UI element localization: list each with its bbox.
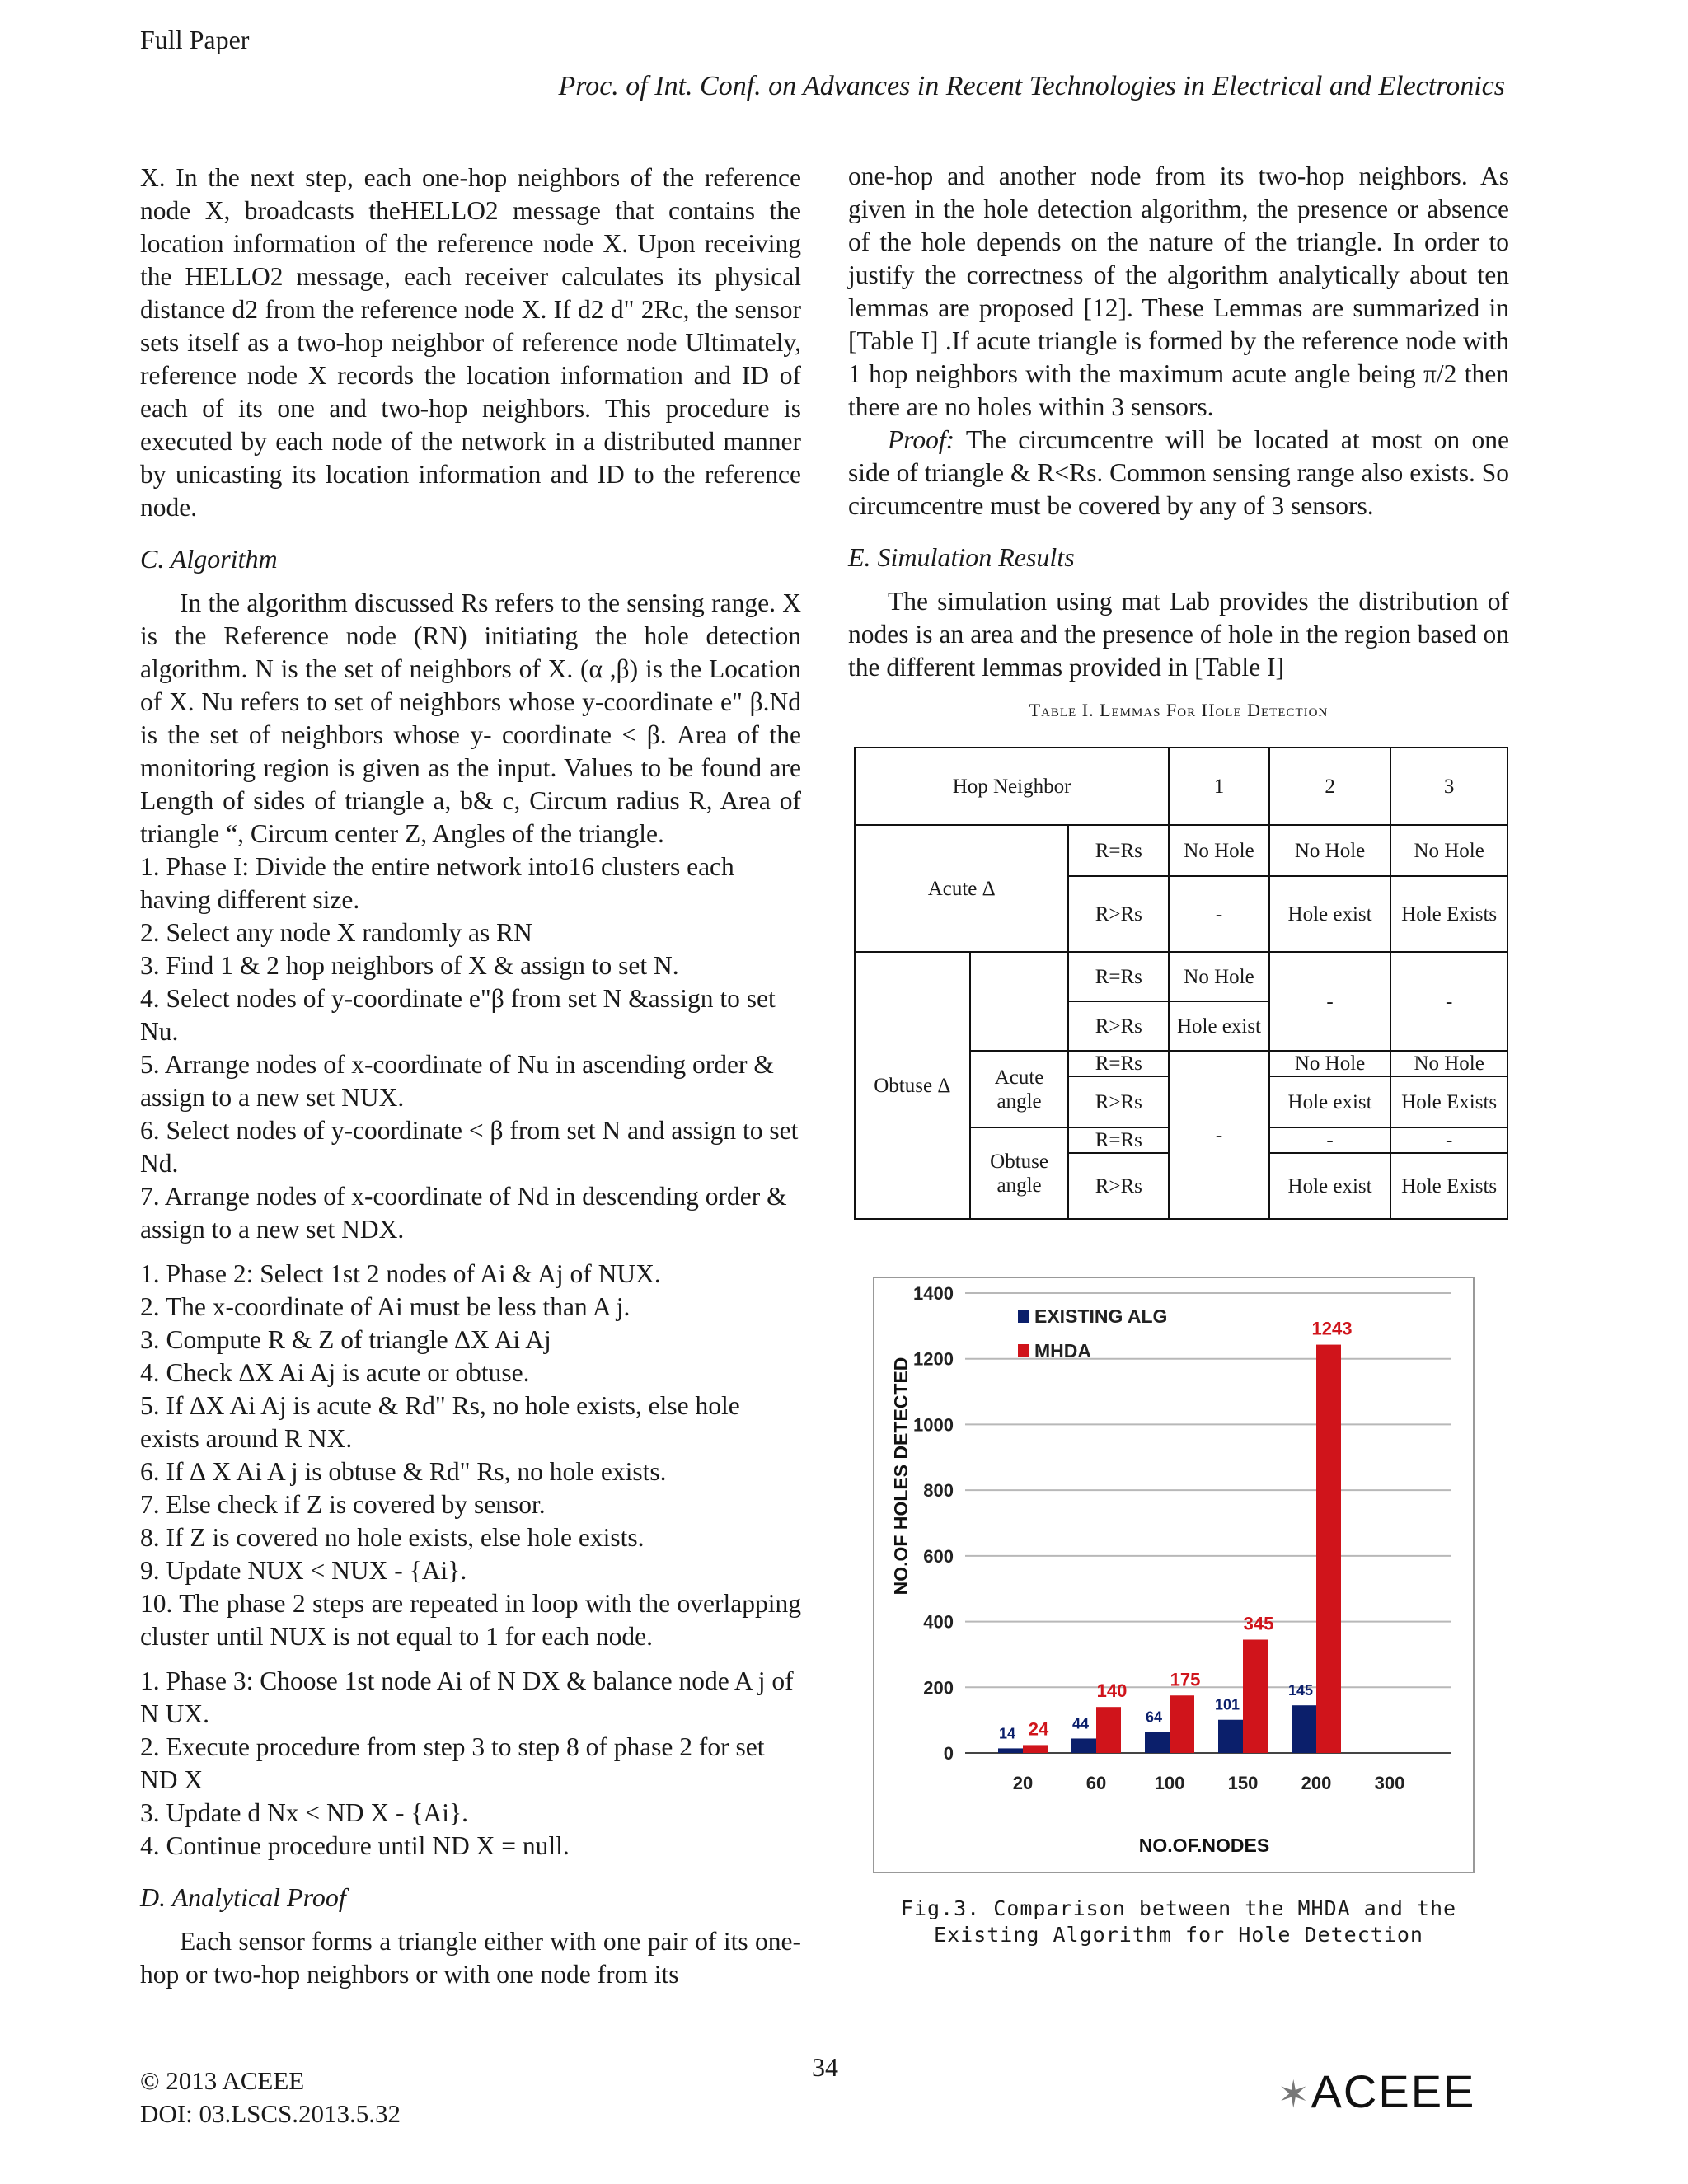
phase1-list — [140, 851, 801, 1246]
x-tick-label: 20 — [1012, 1773, 1034, 1793]
data-label: 44 — [1071, 1715, 1090, 1732]
proof-text: The circumcentre will be located at most on one side of triangle & R<Rs. Common sensing range also exists. So circumcentre must be covered by any of 3 sensors. — [848, 425, 1509, 520]
phase3-list — [140, 1665, 801, 1863]
table-cell: R=Rs — [1068, 1051, 1169, 1076]
table-header-cell: 3 — [1390, 748, 1507, 825]
list-item: 3. Compute R & Z of triangle ∆X Ai Aj — [140, 1325, 551, 1354]
section-heading-simulation: E. Simulation Results — [848, 542, 1075, 572]
figure-caption: Fig.3. Comparison between the MHDA and the Existing Algorithm for Hole Detection — [900, 1896, 1457, 1947]
list-item: 5. If ∆X Ai Aj is acute & Rd" Rs, no hole exists, else hole exists around R NX. — [140, 1391, 740, 1453]
proof-intro-paragraph: Each sensor forms a triangle either with one pair of its one-hop or two-hop neighbors or with one node from its — [140, 1927, 801, 1989]
publisher-logo — [1278, 2064, 1475, 2118]
table-cell: - — [1169, 876, 1269, 952]
x-tick-label: 100 — [1154, 1773, 1185, 1793]
data-label: 24 — [1028, 1718, 1049, 1740]
list-item: 1. Phase 3: Choose 1st node Ai of N DX & balance node A j of N UX. — [140, 1666, 794, 1728]
table-cell: Hole Exists — [1390, 1076, 1507, 1127]
table-cell: Hole exist — [1269, 1153, 1391, 1219]
table-cell: R=Rs — [1068, 952, 1169, 1001]
x-tick-label: 60 — [1085, 1773, 1107, 1793]
page-number: 34 — [812, 2052, 838, 2082]
table-cell: R>Rs — [1068, 876, 1169, 952]
intro-paragraph: X. In the next step, each one-hop neighbors of the reference node X, broadcasts theHELLO2 message that contains the location information of the reference node X. Upon receiving the HELLO2 message, each receiver calculates its physical distance d2 from the reference node X. If d2 d" 2Rc, the sensor sets itself as a two-hop neighbor of reference node Ultimately, reference node X records the location information and ID of each of its one and two-hop neighbors. This procedure is executed by each node of the network in a distributed manner by unicasting its location information and ID to the reference node. — [140, 163, 801, 522]
bar-existing — [1071, 1738, 1096, 1753]
running-header-right: Proc. of Int. Conf. on Advances in Recent Technologies in Electrical and Electronics — [558, 71, 1505, 101]
x-tick-label: 200 — [1301, 1773, 1332, 1793]
list-item: 10. The phase 2 steps are repeated in loop with the overlapping cluster until NUX is not equal to 1 for each node. — [140, 1589, 801, 1651]
table-cell: R=Rs — [1068, 1127, 1169, 1153]
list-item: 7. Arrange nodes of x-coordinate of Nd in descending order & assign to a new set NDX. — [140, 1182, 787, 1244]
table-cell: R>Rs — [1068, 1153, 1169, 1219]
data-label: 175 — [1170, 1669, 1201, 1690]
legend-swatch — [1018, 1344, 1029, 1357]
y-axis-label: NO.OF HOLES DETECTED — [890, 1357, 912, 1596]
bar-mhda — [1243, 1639, 1268, 1753]
bar-mhda — [1096, 1707, 1121, 1753]
list-item: 8. If Z is covered no hole exists, else hole exists. — [140, 1523, 645, 1552]
table-cell: No Hole — [1269, 825, 1391, 876]
list-item: 7. Else check if Z is covered by sensor. — [140, 1490, 546, 1519]
bar-existing — [998, 1748, 1023, 1753]
bar-existing — [1218, 1720, 1243, 1753]
x-axis-label: NO.OF.NODES — [1138, 1835, 1270, 1856]
data-label: 1243 — [1311, 1318, 1353, 1339]
table-header-cell: 1 — [1169, 748, 1269, 825]
data-label: 14 — [998, 1725, 1016, 1742]
list-item: 6. Select nodes of y-coordinate < β from set N and assign to set Nd. — [140, 1116, 799, 1178]
legend-label: MHDA — [1034, 1340, 1091, 1361]
list-item: 2. Select any node X randomly as RN — [140, 918, 532, 947]
list-item: 6. If ∆ X Ai A j is obtuse & Rd" Rs, no hole exists. — [140, 1457, 667, 1486]
table-cell: Hole Exists — [1390, 876, 1507, 952]
section-heading-algorithm: C. Algorithm — [140, 544, 278, 574]
x-tick-label: 300 — [1374, 1773, 1405, 1793]
table-cell: - — [1390, 1127, 1507, 1153]
section-heading-analytical-proof: D. Analytical Proof — [140, 1882, 346, 1912]
table-cell: Obtuse Δ — [855, 952, 970, 1219]
data-label: 64 — [1145, 1708, 1163, 1726]
legend-label: EXISTING ALG — [1034, 1305, 1168, 1327]
table-cell — [970, 952, 1069, 1051]
list-item: 9. Update NUX < NUX - {Ai}. — [140, 1556, 467, 1585]
list-item: 2. Execute procedure from step 3 to step 8 of phase 2 for set ND X — [140, 1732, 765, 1794]
doi: DOI: 03.LSCS.2013.5.32 — [140, 2099, 401, 2128]
table-cell: No Hole — [1169, 952, 1269, 1001]
data-label: 145 — [1287, 1682, 1314, 1699]
table-header-cell: Hop Neighbor — [855, 748, 1169, 825]
holes-detected-chart-frame — [873, 1277, 1475, 1873]
y-tick-label: 400 — [923, 1611, 954, 1633]
list-item: 3. Update d Nx < ND X - {Ai}. — [140, 1798, 468, 1827]
table-cell: Hole Exists — [1390, 1153, 1507, 1219]
table-cell: No Hole — [1269, 1051, 1391, 1076]
bar-mhda — [1170, 1695, 1194, 1753]
proof-label: Proof: — [888, 425, 955, 454]
bar-existing — [1292, 1705, 1316, 1753]
table-cell: No Hole — [1390, 1051, 1507, 1076]
phase2-list — [140, 1258, 801, 1653]
y-tick-label: 1200 — [913, 1348, 954, 1370]
list-item: 1. Phase I: Divide the entire network into16 clusters each having different size. — [140, 852, 734, 914]
table-caption: Table I. Lemmas For Hole Detection — [1029, 700, 1329, 720]
holes-detected-chart — [874, 1278, 1473, 1872]
list-item: 3. Find 1 & 2 hop neighbors of X & assign to set N. — [140, 951, 679, 980]
lemmas-paragraph: one-hop and another node from its two-hop neighbors. As given in the hole detection algorithm, the presence or absence of the hole depends on the nature of the triangle. In order to justify the correctness of the algorithm analytically about ten lemmas are proposed [12]. These Lemmas are summarized in [Table I] .If acute triangle is formed by the reference node with 1 hop neighbors with the maximum acute angle being π/2 then there are no holes within 3 sensors. — [848, 162, 1509, 421]
y-tick-label: 800 — [923, 1480, 954, 1502]
table-cell: Obtuse angle — [970, 1127, 1069, 1219]
table-cell: Hole exist — [1269, 876, 1391, 952]
table-cell: No Hole — [1390, 825, 1507, 876]
list-item: 4. Select nodes of y-coordinate e"β from set N &assign to set Nu. — [140, 984, 776, 1046]
right-column — [848, 160, 1509, 727]
list-item: 1. Phase 2: Select 1st 2 nodes of Ai & Aj of NUX. — [140, 1259, 661, 1288]
table-cell: - — [1269, 1127, 1391, 1153]
list-item: 4. Check ∆X Ai Aj is acute or obtuse. — [140, 1358, 530, 1387]
data-label: 101 — [1214, 1696, 1240, 1713]
y-tick-label: 1400 — [913, 1283, 954, 1304]
table-cell: Acute angle — [970, 1051, 1069, 1127]
y-tick-label: 200 — [923, 1677, 954, 1699]
data-label: 140 — [1096, 1680, 1128, 1702]
list-item: 2. The x-coordinate of Ai must be less than A j. — [140, 1292, 631, 1321]
legend-swatch — [1018, 1310, 1029, 1323]
table-cell: - — [1269, 952, 1391, 1051]
algorithm-paragraph: In the algorithm discussed Rs refers to the sensing range. X is the Reference node (RN) initiating the hole detection algorithm. N is the set of neighbors of X. (α ,β) is the Location of X. Nu refers to set of neighbors whose y-coordinate e" β.Nd is the set of neighbors whose y- coordinate < β. Area of the monitoring region is given as the input. Values to be found are Length of sides of triangle a, b& c, Circum radius R, Area of triangle “, Circum center Z, Angles of the triangle. — [140, 588, 801, 848]
table-cell: Hole exist — [1269, 1076, 1391, 1127]
list-item: 4. Continue procedure until ND X = null. — [140, 1831, 570, 1860]
table-cell: Acute Δ — [855, 825, 1068, 952]
star-logo-icon: ✶ — [1278, 2073, 1311, 2116]
copyright: © 2013 ACEEE — [140, 2066, 305, 2095]
table-cell: - — [1390, 952, 1507, 1051]
y-tick-label: 0 — [943, 1743, 954, 1764]
table-header-cell: 2 — [1269, 748, 1391, 825]
bar-existing — [1145, 1732, 1170, 1753]
data-label: 345 — [1243, 1613, 1274, 1634]
table-cell: No Hole — [1169, 825, 1269, 876]
y-tick-label: 1000 — [913, 1414, 954, 1436]
y-tick-label: 600 — [923, 1545, 954, 1567]
table-cell: Hole exist — [1169, 1001, 1269, 1051]
list-item: 5. Arrange nodes of x-coordinate of Nu in ascending order & assign to a new set NUX. — [140, 1050, 774, 1112]
bar-mhda — [1023, 1745, 1048, 1753]
simulation-paragraph: The simulation using mat Lab provides the distribution of nodes is an area and the presence of hole in the region based on the different lemmas provided in [Table I] — [848, 587, 1509, 682]
bar-mhda — [1316, 1345, 1341, 1753]
table-cell: - — [1169, 1051, 1269, 1219]
footer-left — [140, 2064, 401, 2130]
table-cell: R>Rs — [1068, 1001, 1169, 1051]
left-column — [140, 162, 801, 1991]
running-header-left: Full Paper — [140, 25, 250, 54]
lemmas-table — [854, 747, 1508, 1220]
x-tick-label: 150 — [1227, 1773, 1259, 1793]
table-cell: R=Rs — [1068, 825, 1169, 876]
logo-text: ACEEE — [1311, 2065, 1476, 2117]
table-cell: R>Rs — [1068, 1076, 1169, 1127]
